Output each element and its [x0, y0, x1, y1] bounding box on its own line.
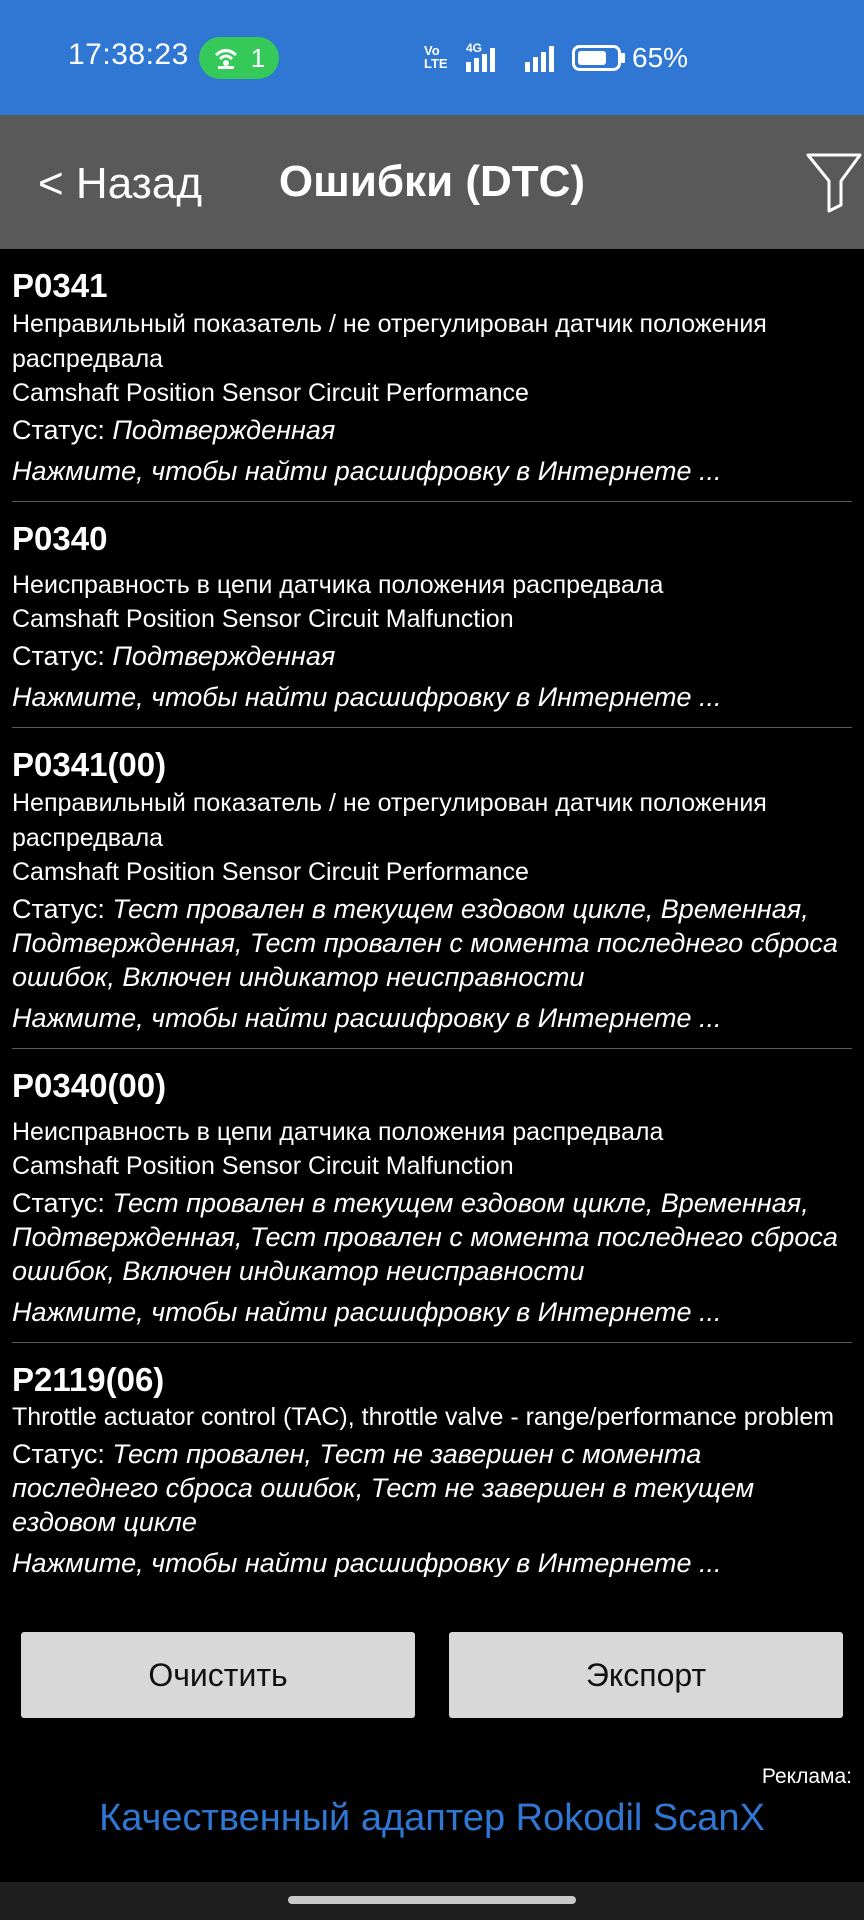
dtc-description-en: Camshaft Position Sensor Circuit Performance	[12, 379, 529, 407]
page-title: Ошибки (DTC)	[278, 157, 586, 206]
dtc-status	[12, 1186, 852, 1288]
dtc-item[interactable]	[12, 249, 852, 502]
search-online-link[interactable]: Нажмите, чтобы найти расшифровку в Интернете ...	[12, 456, 722, 486]
dtc-item[interactable]	[12, 1343, 852, 1577]
status-value: Тест провален в текущем ездовом цикле, Временная, Подтвержденная, Тест провален с момента последнего сброса ошибок, Включен индикатор неисправности	[12, 1188, 838, 1286]
status-value: Тест провален, Тест не завершен с момента последнего сброса ошибок, Тест не завершен в текущем ездовом цикле	[12, 1439, 755, 1537]
dtc-description-ru: Неисправность в цепи датчика положения распредвала	[12, 1118, 664, 1146]
signal-4g-icon	[462, 40, 514, 74]
dtc-item[interactable]	[12, 728, 852, 1049]
status-value: Подтвержденная	[112, 641, 336, 671]
dtc-code: P2119(06)	[12, 1361, 165, 1398]
volte-indicator: Vo LTE	[424, 43, 448, 71]
dtc-code: P0341(00)	[12, 746, 167, 783]
status-value: Подтвержденная	[112, 415, 336, 445]
app-header	[0, 115, 864, 249]
export-button[interactable]: Экспорт	[449, 1632, 843, 1718]
search-online-link[interactable]: Нажмите, чтобы найти расшифровку в Интернете ...	[12, 1297, 722, 1327]
back-button[interactable]: < Назад	[38, 159, 202, 208]
battery-icon	[572, 45, 626, 71]
dtc-code: P0340	[12, 520, 108, 557]
status-value: Тест провален в текущем ездовом цикле, Временная, Подтвержденная, Тест провален с момента последнего сброса ошибок, Включен индикатор неисправности	[12, 894, 838, 992]
signal-icon	[523, 44, 561, 72]
ad-label: Реклама:	[761, 1765, 852, 1788]
dtc-status	[12, 892, 852, 994]
search-online-link[interactable]: Нажмите, чтобы найти расшифровку в Интернете ...	[12, 1003, 722, 1033]
dtc-status	[12, 1437, 852, 1539]
status-label: Статус:	[12, 894, 113, 924]
navigation-bar	[0, 1882, 864, 1920]
status-label: Статус:	[12, 1439, 113, 1469]
battery-percent: 65%	[632, 42, 689, 73]
hotspot-badge	[199, 37, 279, 79]
search-online-link[interactable]: Нажмите, чтобы найти расшифровку в Интернете ...	[12, 682, 722, 712]
dtc-status	[12, 639, 852, 673]
dtc-description-en: Throttle actuator control (TAC), throttle valve - range/performance problem	[12, 1403, 835, 1431]
filter-icon[interactable]	[805, 151, 863, 213]
dtc-item[interactable]	[12, 1049, 852, 1343]
ad-banner-link[interactable]: Качественный адаптер Rokodil ScanX	[99, 1797, 765, 1839]
hotspot-icon	[213, 46, 239, 70]
dtc-code: P0341	[12, 267, 108, 304]
dtc-list[interactable]	[12, 249, 852, 1577]
dtc-description-en: Camshaft Position Sensor Circuit Performance	[12, 858, 529, 886]
status-label: Статус:	[12, 415, 113, 445]
dtc-description-en: Camshaft Position Sensor Circuit Malfunction	[12, 1152, 514, 1180]
gesture-handle[interactable]	[288, 1896, 576, 1904]
dtc-description-ru: Неправильный показатель / не отрегулирован датчик положения распредвала	[12, 310, 767, 373]
status-time: 17:38:23	[68, 38, 189, 71]
dtc-description-en: Camshaft Position Sensor Circuit Malfunction	[12, 605, 514, 633]
status-bar	[0, 0, 864, 115]
clear-button[interactable]: Очистить	[21, 1632, 415, 1718]
dtc-code: P0340(00)	[12, 1067, 167, 1104]
status-label: Статус:	[12, 1188, 113, 1218]
dtc-item[interactable]	[12, 502, 852, 728]
dtc-description-ru: Неправильный показатель / не отрегулирован датчик положения распредвала	[12, 789, 767, 852]
search-online-link[interactable]: Нажмите, чтобы найти расшифровку в Интернете ...	[12, 1548, 722, 1577]
svg-text:4G: 4G	[466, 41, 483, 55]
dtc-description-ru: Неисправность в цепи датчика положения распредвала	[12, 571, 664, 599]
hotspot-count: 1	[250, 42, 266, 73]
dtc-status	[12, 413, 852, 447]
status-label: Статус:	[12, 641, 113, 671]
